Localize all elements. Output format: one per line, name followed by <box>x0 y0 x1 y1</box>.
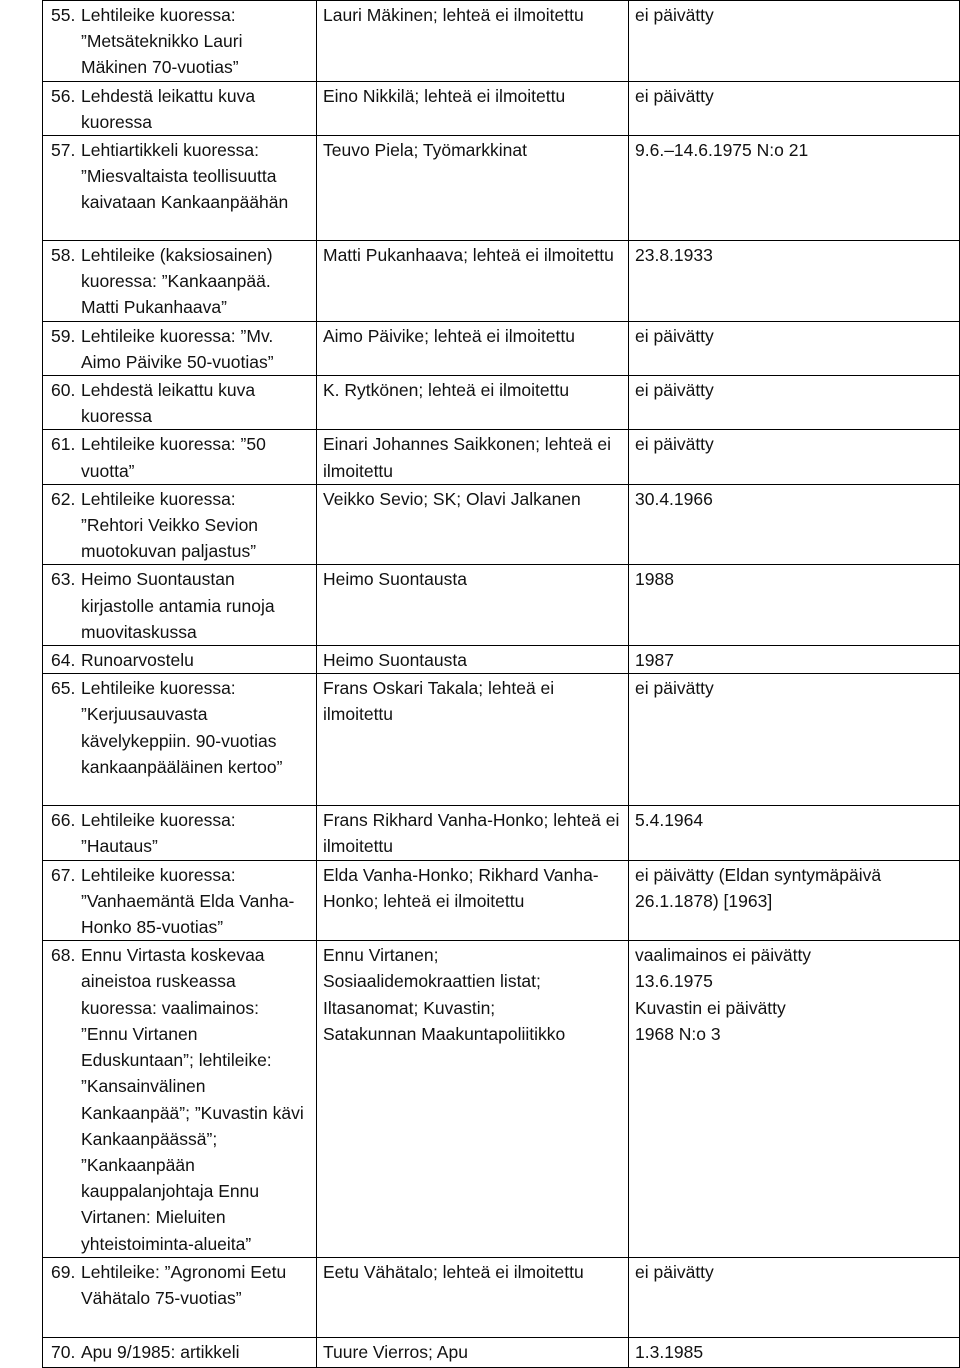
item-date: vaalimainos ei päivätty 13.6.1975 Kuvastin ei päivätty 1968 N:o 3 <box>635 945 812 1044</box>
item-date: 30.4.1966 <box>635 488 713 509</box>
archive-table-body <box>43 1 960 1368</box>
item-date: 1.3.1985 <box>635 1341 704 1362</box>
item-description-cell <box>43 81 317 135</box>
item-entry <box>51 942 310 1256</box>
item-entry <box>51 486 310 565</box>
item-description-cell <box>43 1 317 82</box>
item-source: Eino Nikkilä; lehteä ei ilmoitettu <box>323 85 566 106</box>
item-source: K. Rytkönen; lehteä ei ilmoitettu <box>323 380 570 401</box>
item-description: Lehtileike: ”Agronomi Eetu Vähätalo 75-vuotias” <box>81 1261 287 1308</box>
item-date: ei päivätty <box>635 380 714 401</box>
table-row <box>43 860 960 941</box>
item-date-cell <box>629 565 960 646</box>
item-date: 1987 <box>635 650 674 671</box>
item-date-cell <box>629 484 960 565</box>
item-description-cell <box>43 321 317 375</box>
item-date: ei päivätty <box>635 85 714 106</box>
item-date-cell <box>629 1337 960 1367</box>
table-row <box>43 674 960 806</box>
item-entry <box>51 431 310 483</box>
item-description-cell <box>43 1337 317 1367</box>
item-number: 68. <box>51 945 76 966</box>
item-source-cell <box>317 241 629 322</box>
table-row <box>43 376 960 430</box>
item-description-cell <box>43 430 317 484</box>
item-description-cell <box>43 376 317 430</box>
item-description: Lehtileike (kaksiosainen) kuoressa: ”Kankaanpää. Matti Pukanhaava” <box>81 245 273 318</box>
item-source: Tuure Vierros; Apu <box>323 1341 468 1362</box>
item-entry <box>51 862 310 941</box>
item-source: Teuvo Piela; Työmarkkinat <box>323 140 527 161</box>
item-description: Runoarvostelu <box>81 650 194 671</box>
item-source: Heimo Suontausta <box>323 650 467 671</box>
item-date-cell <box>629 1257 960 1337</box>
item-number: 70. <box>51 1341 76 1362</box>
item-number: 59. <box>51 325 76 346</box>
item-source: Elda Vanha-Honko; Rikhard Vanha-Honko; lehteä ei ilmoitettu <box>323 864 599 911</box>
item-date-cell <box>629 806 960 860</box>
item-date-cell <box>629 430 960 484</box>
item-entry <box>51 242 310 321</box>
item-entry <box>51 566 310 645</box>
table-row <box>43 646 960 674</box>
item-entry <box>51 323 310 375</box>
item-description: Lehtileike kuoressa: ”Kerjuusauvasta kävelykeppiin. 90-vuotias kankaanpääläinen kertoo” <box>81 678 283 777</box>
table-row <box>43 430 960 484</box>
item-description-cell <box>43 806 317 860</box>
item-number: 57. <box>51 140 76 161</box>
item-source: Frans Oskari Takala; lehteä ei ilmoitettu <box>323 678 555 725</box>
table-row <box>43 241 960 322</box>
item-description-cell <box>43 860 317 941</box>
item-source-cell <box>317 376 629 430</box>
item-number: 62. <box>51 488 76 509</box>
table-row <box>43 941 960 1257</box>
item-description: Lehtiartikkeli kuoressa: ”Miesvaltaista teollisuutta kaivataan Kankaanpäähän <box>81 140 289 213</box>
item-source-cell <box>317 674 629 806</box>
item-source: Eetu Vähätalo; lehteä ei ilmoitettu <box>323 1261 584 1282</box>
item-date: ei päivätty <box>635 325 714 346</box>
table-row <box>43 321 960 375</box>
item-date-cell <box>629 376 960 430</box>
item-number: 66. <box>51 810 76 831</box>
item-source-cell <box>317 565 629 646</box>
table-row <box>43 1 960 82</box>
item-source: Lauri Mäkinen; lehteä ei ilmoitettu <box>323 5 584 25</box>
item-source-cell <box>317 941 629 1257</box>
item-number: 63. <box>51 569 76 590</box>
item-date-cell <box>629 241 960 322</box>
item-date-cell <box>629 860 960 941</box>
item-source-cell <box>317 430 629 484</box>
item-date-cell <box>629 321 960 375</box>
item-date: 9.6.–14.6.1975 N:o 21 <box>635 140 809 161</box>
item-date-cell <box>629 136 960 241</box>
item-description-cell <box>43 646 317 674</box>
item-description: Lehtileike kuoressa: ”Metsäteknikko Lauri Mäkinen 70-vuotias” <box>81 5 243 78</box>
item-date-cell <box>629 941 960 1257</box>
item-description: Lehdestä leikattu kuva kuoressa <box>81 380 256 427</box>
item-description: Heimo Suontaustan kirjastolle antamia runoja muovitaskussa <box>81 569 275 642</box>
item-description: Lehtileike kuoressa: ”Hautaus” <box>81 810 236 857</box>
item-description: Lehtileike kuoressa: ”Rehtori Veikko Sevion muotokuvan paljastus” <box>81 488 259 562</box>
item-source-cell <box>317 484 629 565</box>
table-row <box>43 136 960 241</box>
item-source: Frans Rikhard Vanha-Honko; lehteä ei ilmoitettu <box>323 810 620 857</box>
item-source-cell <box>317 321 629 375</box>
item-date: ei päivätty <box>635 1261 714 1282</box>
item-date: ei päivätty <box>635 678 714 699</box>
item-number: 55. <box>51 5 76 25</box>
item-entry <box>51 377 310 429</box>
item-date: 23.8.1933 <box>635 245 713 266</box>
item-number: 58. <box>51 245 76 266</box>
item-source-cell <box>317 81 629 135</box>
item-number: 65. <box>51 678 76 699</box>
item-entry <box>51 2 310 81</box>
item-date: 1988 <box>635 569 674 590</box>
item-source: Ennu Virtanen; Sosiaalidemokraattien listat; Iltasanomat; Kuvastin; Satakunnan Maakuntapoliitikko <box>323 945 566 1044</box>
item-source: Aimo Päivike; lehteä ei ilmoitettu <box>323 325 575 346</box>
item-description-cell <box>43 241 317 322</box>
item-source: Heimo Suontausta <box>323 569 467 590</box>
item-description-cell <box>43 565 317 646</box>
item-number: 69. <box>51 1261 76 1282</box>
table-row <box>43 81 960 135</box>
item-source-cell <box>317 860 629 941</box>
item-description-cell <box>43 484 317 565</box>
item-date-cell <box>629 1 960 82</box>
item-entry <box>51 83 310 135</box>
item-description: Ennu Virtasta koskevaa aineistoa ruskeassa kuoressa: vaalimainos: ”Ennu Virtanen Eduskuntaan”; lehtileike: ”Kansainvälinen Kankaanpää”; ”Kuvastin kävi Kankaanpäässä”; ”Kankaanpään kauppalanjohtaja Ennu Virtanen: Mieluiten yhteistoiminta-alueita” <box>81 945 304 1254</box>
item-description-cell <box>43 674 317 806</box>
item-description-cell <box>43 136 317 241</box>
item-date: ei päivätty <box>635 5 714 25</box>
table-row <box>43 806 960 860</box>
item-number: 60. <box>51 380 76 401</box>
archive-table <box>42 0 960 1368</box>
item-number: 56. <box>51 85 76 106</box>
item-entry <box>51 807 310 859</box>
item-description: Lehtileike kuoressa: ”Vanhaemäntä Elda Vanha-Honko 85-vuotias” <box>81 864 295 938</box>
item-description-cell <box>43 941 317 1257</box>
item-entry <box>51 647 310 673</box>
item-date-cell <box>629 81 960 135</box>
item-source-cell <box>317 1257 629 1337</box>
item-description: Lehdestä leikattu kuva kuoressa <box>81 85 256 132</box>
table-row <box>43 565 960 646</box>
item-entry <box>51 137 310 216</box>
item-number: 67. <box>51 864 76 885</box>
item-source-cell <box>317 806 629 860</box>
item-date: ei päivätty <box>635 434 714 455</box>
item-entry <box>51 675 310 780</box>
table-row <box>43 1257 960 1337</box>
item-source-cell <box>317 1 629 82</box>
table-row <box>43 1337 960 1367</box>
item-date: 5.4.1964 <box>635 810 704 831</box>
item-number: 64. <box>51 650 76 671</box>
item-description: Lehtileike kuoressa: ”50 vuotta” <box>81 434 266 481</box>
item-date-cell <box>629 674 960 806</box>
item-date: ei päivätty (Eldan syntymäpäivä 26.1.1878) [1963] <box>635 864 882 911</box>
item-description: Apu 9/1985: artikkeli <box>81 1341 240 1362</box>
item-source-cell <box>317 646 629 674</box>
item-source: Einari Johannes Saikkonen; lehteä ei ilmoitettu <box>323 434 611 481</box>
item-source: Veikko Sevio; SK; Olavi Jalkanen <box>323 488 581 509</box>
table-row <box>43 484 960 565</box>
item-description: Lehtileike kuoressa: ”Mv. Aimo Päivike 50-vuotias” <box>81 325 274 372</box>
item-entry <box>51 1259 310 1311</box>
item-date-cell <box>629 646 960 674</box>
item-source-cell <box>317 136 629 241</box>
item-description-cell <box>43 1257 317 1337</box>
item-number: 61. <box>51 434 76 455</box>
item-source: Matti Pukanhaava; lehteä ei ilmoitettu <box>323 245 614 266</box>
item-source-cell <box>317 1337 629 1367</box>
